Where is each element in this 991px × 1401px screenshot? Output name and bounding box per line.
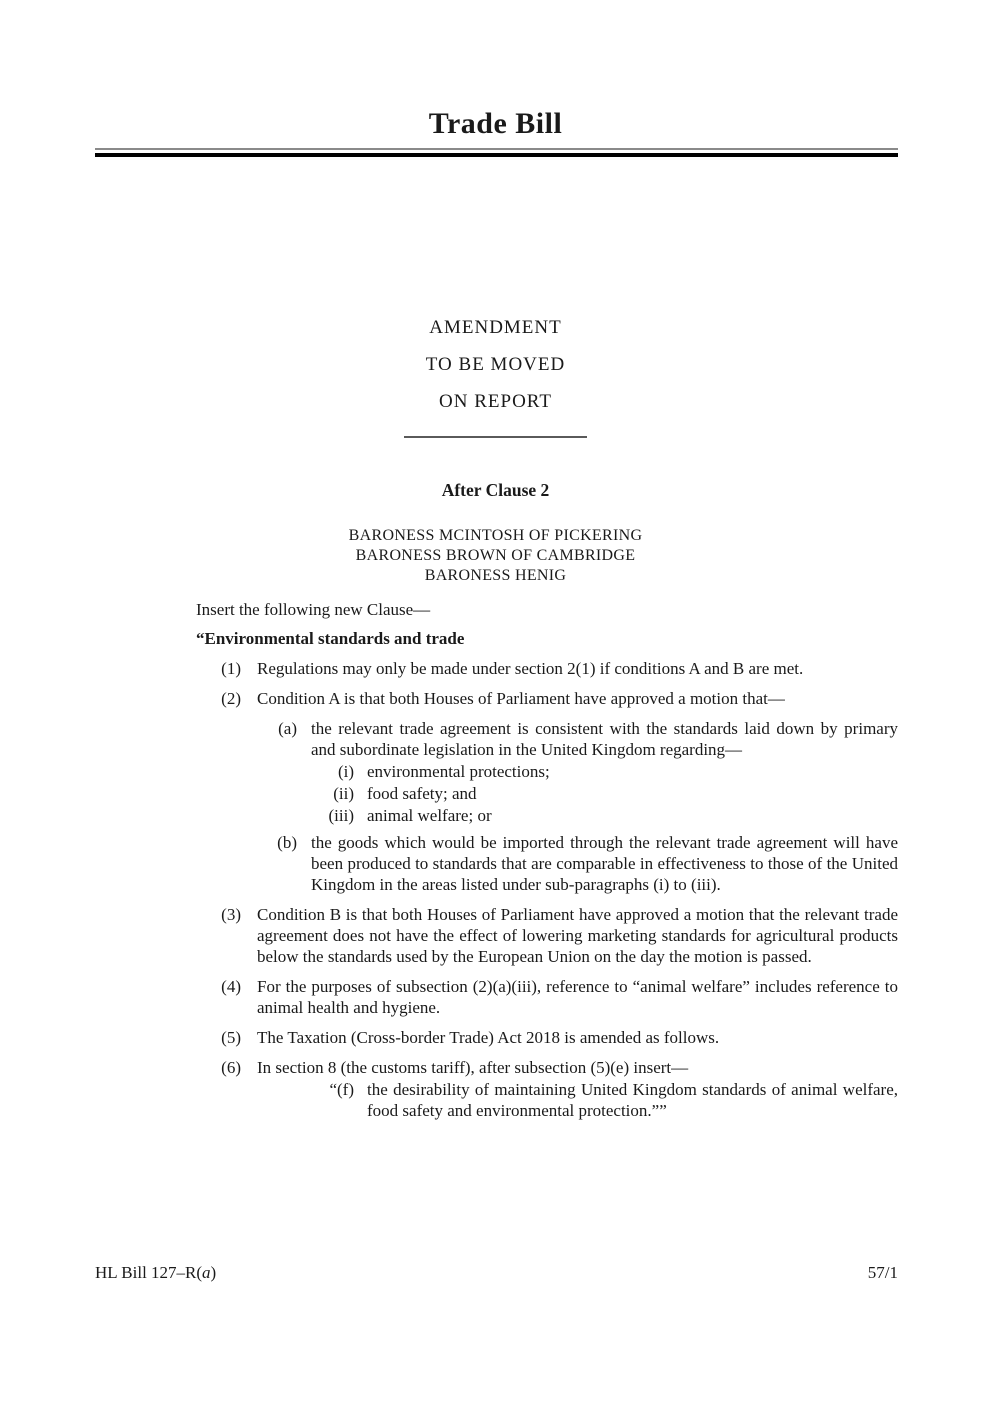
inserted-paragraph-f [95,1079,898,1121]
clause-text: In section 8 (the customs tariff), after subsection (5)(e) insert— [257,1058,689,1077]
subparagraph-item-i [95,761,898,782]
amendment-heading [0,309,991,420]
bill-reference [95,1262,216,1283]
subparagraph-item-ii [95,783,898,804]
session-number: 57/1 [867,1263,898,1282]
clause-number: (1) [221,659,241,678]
clause-number: (i) [337,762,354,781]
clause-number: (6) [221,1058,241,1077]
clause-text: animal welfare; or [367,806,492,825]
sponsor-name: BARONESS MCINTOSH OF PICKERING [348,527,643,544]
bill-reference-close: ) [210,1263,217,1282]
clause-text: The Taxation (Cross-border Trade) Act 2018 is amended as follows. [257,1028,720,1047]
sponsor-list [0,526,991,586]
clause-number: (iii) [328,806,354,825]
clause-number: (2) [221,689,241,708]
bill-reference-italic: a [202,1263,211,1282]
clause-number: (a) [278,719,297,738]
clause-text: For the purposes of subsection (2)(a)(iii), reference to “animal welfare” includes reference to animal health and hygiene. [257,977,898,1017]
clause-text: Condition A is that both Houses of Parliament have approved a motion that— [257,689,785,708]
clause-number: (5) [221,1028,241,1047]
clause-item-6 [95,1057,898,1078]
subclause-item-b [95,832,898,895]
clause-text: environmental protections; [367,762,550,781]
clause-item-2 [95,688,898,709]
insert-instruction-text: Insert the following new Clause— [196,600,431,619]
sponsor-name: BARONESS HENIG [424,567,567,584]
amendment-heading-line2: TO BE MOVED [425,354,566,375]
amendment-heading-line3: ON REPORT [439,391,552,412]
sponsor-name: BARONESS BROWN OF CAMBRIDGE [355,547,636,564]
clause-text: the goods which would be imported through the relevant trade agreement will have been produced to standards that are comparable in effectiveness to those of the United Kingdom in the areas listed under sub-paragraphs (i) to (iii). [311,833,898,894]
clause-number: (4) [221,977,241,996]
clause-number: “(f) [329,1080,354,1099]
bill-reference-text: HL Bill 127–R( [95,1263,203,1282]
clause-text: the desirability of maintaining United Kingdom standards of animal welfare, food safety and environmental protection.”” [367,1080,898,1120]
document-title: Trade Bill [428,107,563,140]
clause-text: Regulations may only be made under section 2(1) if conditions A and B are met. [257,659,804,678]
after-clause-heading: After Clause 2 [441,480,550,500]
clause-number: (3) [221,905,241,924]
page-footer [95,1262,898,1283]
section-divider-rule [404,436,587,438]
clause-text: food safety; and [367,784,477,803]
new-clause-title: “Environmental standards and trade [196,629,465,648]
clause-text: the relevant trade agreement is consistent with the standards laid down by primary and subordinate legislation in the United Kingdom regarding— [311,719,898,759]
clause-text: Condition B is that both Houses of Parliament have approved a motion that the relevant trade agreement does not have the effect of lowering marketing standards for agricultural products below the standards used by the European Union on the day the motion is passed. [257,905,898,966]
amendment-heading-line1: AMENDMENT [429,317,562,338]
clause-item-5 [95,1027,898,1048]
clause-number: (ii) [333,784,354,803]
clause-number: (b) [277,833,297,852]
clause-item-3 [95,904,898,967]
subparagraph-item-iii [95,805,898,826]
clause-list [95,658,898,1121]
clause-item-4 [95,976,898,1018]
clause-item-1 [95,658,898,679]
title-double-rule [95,148,898,157]
subclause-item-a [95,718,898,760]
